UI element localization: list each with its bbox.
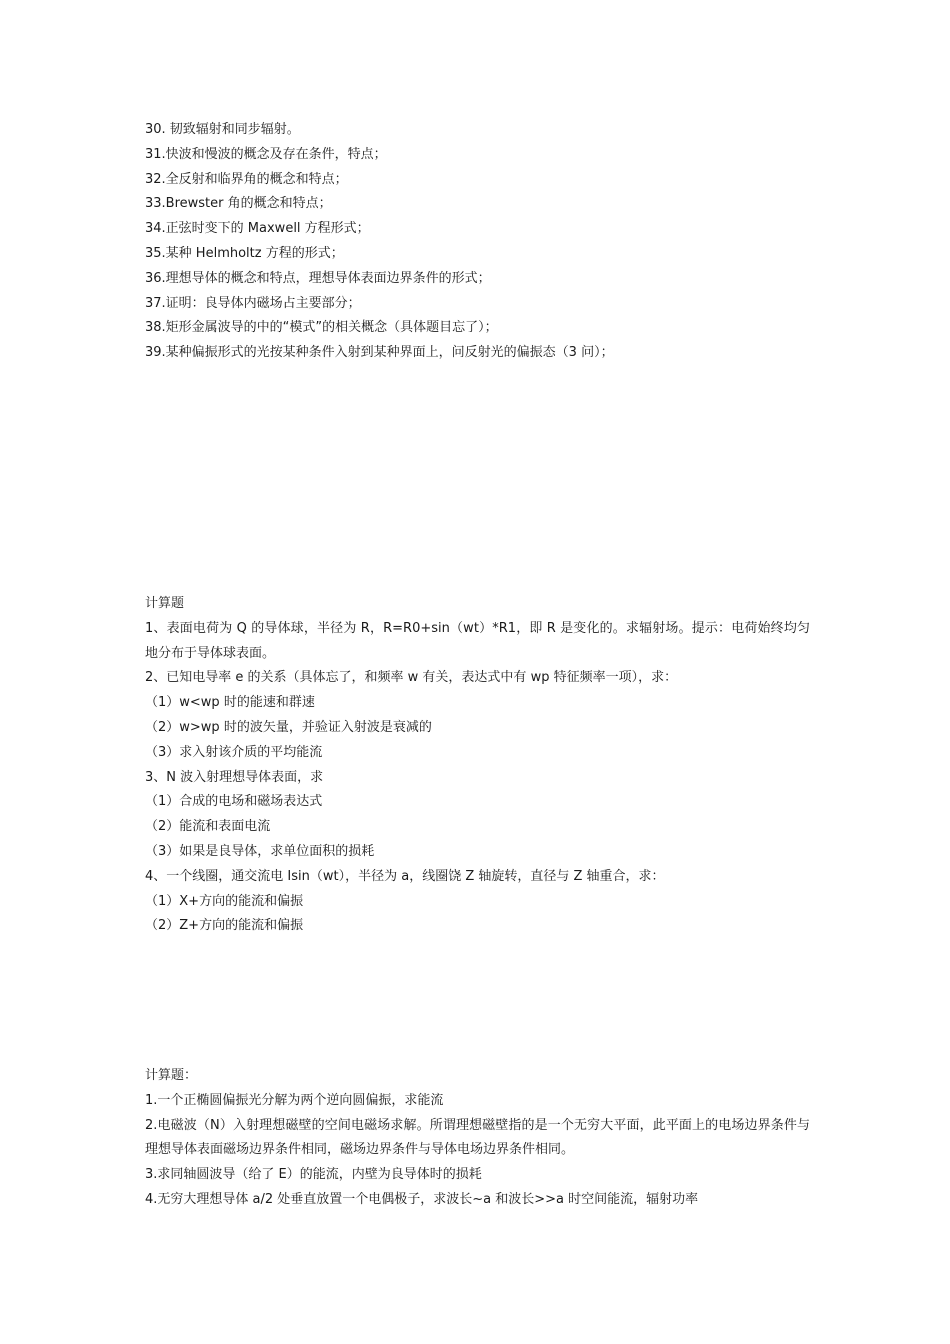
calc2-question-2: 2.电磁波（N）入射理想磁壁的空间电磁场求解。所谓理想磁壁指的是一个无穷大平面，此平面上的电场边界条件与理想导体表面磁场边界条件相同，磁场边界条件与导体电场边界条件相同。: [145, 1117, 810, 1158]
review-question-37: 37.证明：良导体内磁场占主要部分；: [145, 295, 361, 311]
review-question-list: [145, 118, 810, 366]
review-question-35: 35.某种 Helmholtz 方程的形式；: [145, 245, 344, 261]
calc1-question-3: 3、N 波入射理想导体表面，求: [145, 769, 324, 785]
calc1-question-4-part-1: （1）X+方向的能流和偏振: [145, 893, 304, 909]
calc2-question-3: 3.求同轴圆波导（给了 E）的能流，内壁为良导体时的损耗: [145, 1167, 482, 1183]
calc2-question-4: 4.无穷大理想导体 a/2 处垂直放置一个电偶极子，求波长~a 和波长>>a 时空间能流，辐射功率: [145, 1191, 699, 1207]
calc1-question-3-part-3: （3）如果是良导体，求单位面积的损耗: [145, 843, 375, 859]
section-heading: 计算题: [145, 596, 185, 611]
review-question-39: 39.某种偏振形式的光按某种条件入射到某种界面上，问反射光的偏振态（3 问）；: [145, 345, 614, 361]
review-question-38: 38.矩形金属波导的中的“模式”的相关概念（具体题目忘了）；: [145, 320, 498, 336]
calc1-question-2-part-2: （2）w>wp 时的波矢量，并验证入射波是衰减的: [145, 719, 432, 735]
calc1-question-3-part-1: （1）合成的电场和磁场表达式: [145, 794, 323, 810]
review-question-30: 30. 韧致辐射和同步辐射。: [145, 122, 300, 137]
review-question-31: 31.快波和慢波的概念及存在条件，特点；: [145, 146, 387, 162]
calc1-question-1: 1、表面电荷为 Q 的导体球，半径为 R，R=R0+sin（wt）*R1，即 R 是变化的。求辐射场。提示：电荷始终均匀地分布于导体球表面。: [145, 620, 810, 661]
section-heading: 计算题：: [145, 1068, 198, 1083]
review-question-32: 32.全反射和临界角的概念和特点；: [145, 171, 348, 187]
calc1-question-2: 2、已知电导率 e 的关系（具体忘了，和频率 w 有关，表达式中有 wp 特征频率一项），求：: [145, 670, 678, 686]
review-question-36: 36.理想导体的概念和特点，理想导体表面边界条件的形式；: [145, 270, 491, 286]
calc1-question-2-part-1: （1）w<wp 时的能速和群速: [145, 695, 315, 711]
calculation-section-2: [145, 1064, 810, 1213]
calc1-question-2-part-3: （3）求入射该介质的平均能流: [145, 744, 323, 760]
review-question-34: 34.正弦时变下的 Maxwell 方程形式；: [145, 221, 370, 237]
calculation-section-1: [145, 592, 810, 939]
calc1-question-3-part-2: （2）能流和表面电流: [145, 819, 271, 835]
calc1-question-4-part-2: （2）Z+方向的能流和偏振: [145, 918, 304, 934]
review-question-33: 33.Brewster 角的概念和特点；: [145, 196, 332, 212]
calc1-question-4: 4、一个线圈，通交流电 Isin（wt），半径为 a，线圈饶 Z 轴旋转，直径与 Z 轴重合，求：: [145, 868, 665, 884]
calc2-question-1: 1.一个正椭圆偏振光分解为两个逆向圆偏振，求能流: [145, 1092, 444, 1108]
